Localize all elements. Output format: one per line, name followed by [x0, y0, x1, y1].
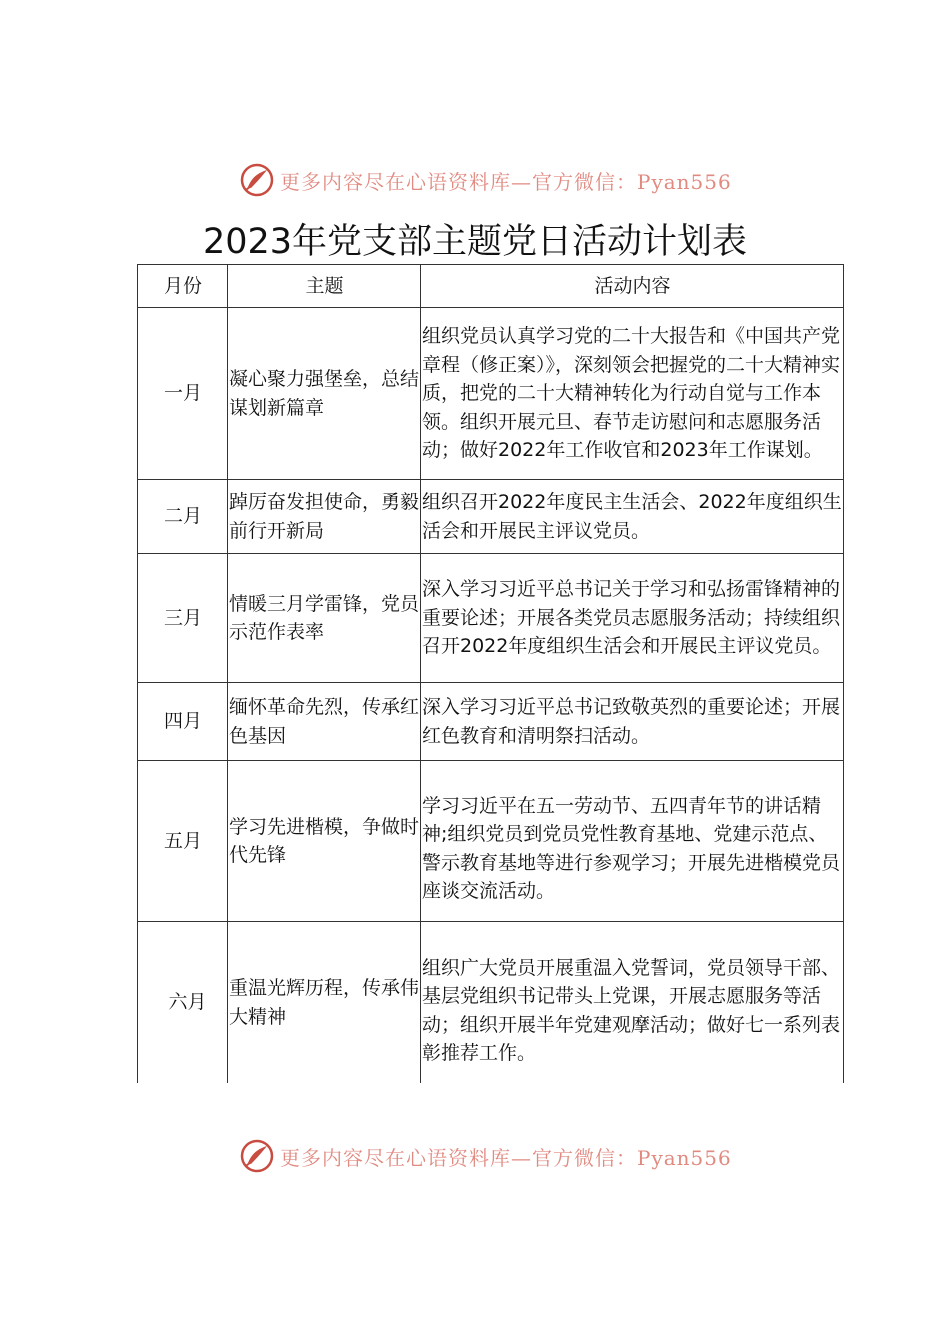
month-cell: 四月: [138, 683, 228, 761]
theme-cell: 学习先进楷模，争做时代先锋: [228, 761, 421, 922]
content-cell: 深入学习习近平总书记致敬英烈的重要论述；开展红色教育和清明祭扫活动。: [421, 683, 844, 761]
header-month: 月份: [138, 265, 228, 308]
table-header-row: [138, 265, 844, 308]
table-row: [138, 922, 844, 1084]
content-cell: 组织召开2022年度民主生活会、2022年度组织生活会和开展民主评议党员。: [421, 480, 844, 554]
watermark-top: [240, 160, 732, 200]
theme-cell: 凝心聚力强堡垒，总结谋划新篇章: [228, 308, 421, 480]
watermark-text: 更多内容尽在心语资料库—官方微信：Pyan556: [280, 1145, 732, 1170]
month-cell: 一月: [138, 308, 228, 480]
table-row: [138, 761, 844, 922]
table-row: [138, 683, 844, 761]
table-row: [138, 308, 844, 480]
content-cell: 组织广大党员开展重温入党誓词，党员领导干部、基层党组织书记带头上党课，开展志愿服务等活动；组织开展半年党建观摩活动；做好七一系列表彰推荐工作。: [421, 922, 844, 1084]
watermark-text: 更多内容尽在心语资料库—官方微信：Pyan556: [280, 169, 732, 194]
activity-plan-table: [137, 264, 844, 1083]
month-cell: 三月: [138, 554, 228, 683]
month-cell: 五月: [138, 761, 228, 922]
theme-cell: 情暖三月学雷锋，党员示范作表率: [228, 554, 421, 683]
content-cell: 组织党员认真学习党的二十大报告和《中国共产党章程（修正案）》，深刻领会把握党的二十大精神实质，把党的二十大精神转化为行动自觉与工作本领。组织开展元旦、春节走访慰问和志愿服务活动；做好2022年工作收官和2023年工作谋划。: [421, 308, 844, 480]
theme-cell: 踔厉奋发担使命，勇毅前行开新局: [228, 480, 421, 554]
header-theme: 主题: [228, 265, 421, 308]
header-content: 活动内容: [421, 265, 844, 308]
theme-cell: 缅怀革命先烈，传承红色基因: [228, 683, 421, 761]
watermark-logo-icon: [240, 163, 274, 197]
page-title: 2023年党支部主题党日活动计划表: [202, 222, 748, 262]
table-row: [138, 480, 844, 554]
month-cell: 二月: [138, 480, 228, 554]
watermark-logo-icon: [240, 1139, 274, 1173]
content-cell: 学习习近平在五一劳动节、五四青年节的讲话精神;组织党员到党员党性教育基地、党建示范点、警示教育基地等进行参观学习；开展先进楷模党员座谈交流活动。: [421, 761, 844, 922]
table-row: [138, 554, 844, 683]
content-cell: 深入学习习近平总书记关于学习和弘扬雷锋精神的重要论述；开展各类党员志愿服务活动；持续组织召开2022年度组织生活会和开展民主评议党员。: [421, 554, 844, 683]
theme-cell: 重温光辉历程，传承伟大精神: [228, 922, 421, 1084]
watermark-bottom: [240, 1136, 732, 1176]
month-cell: 六月: [138, 922, 228, 1084]
